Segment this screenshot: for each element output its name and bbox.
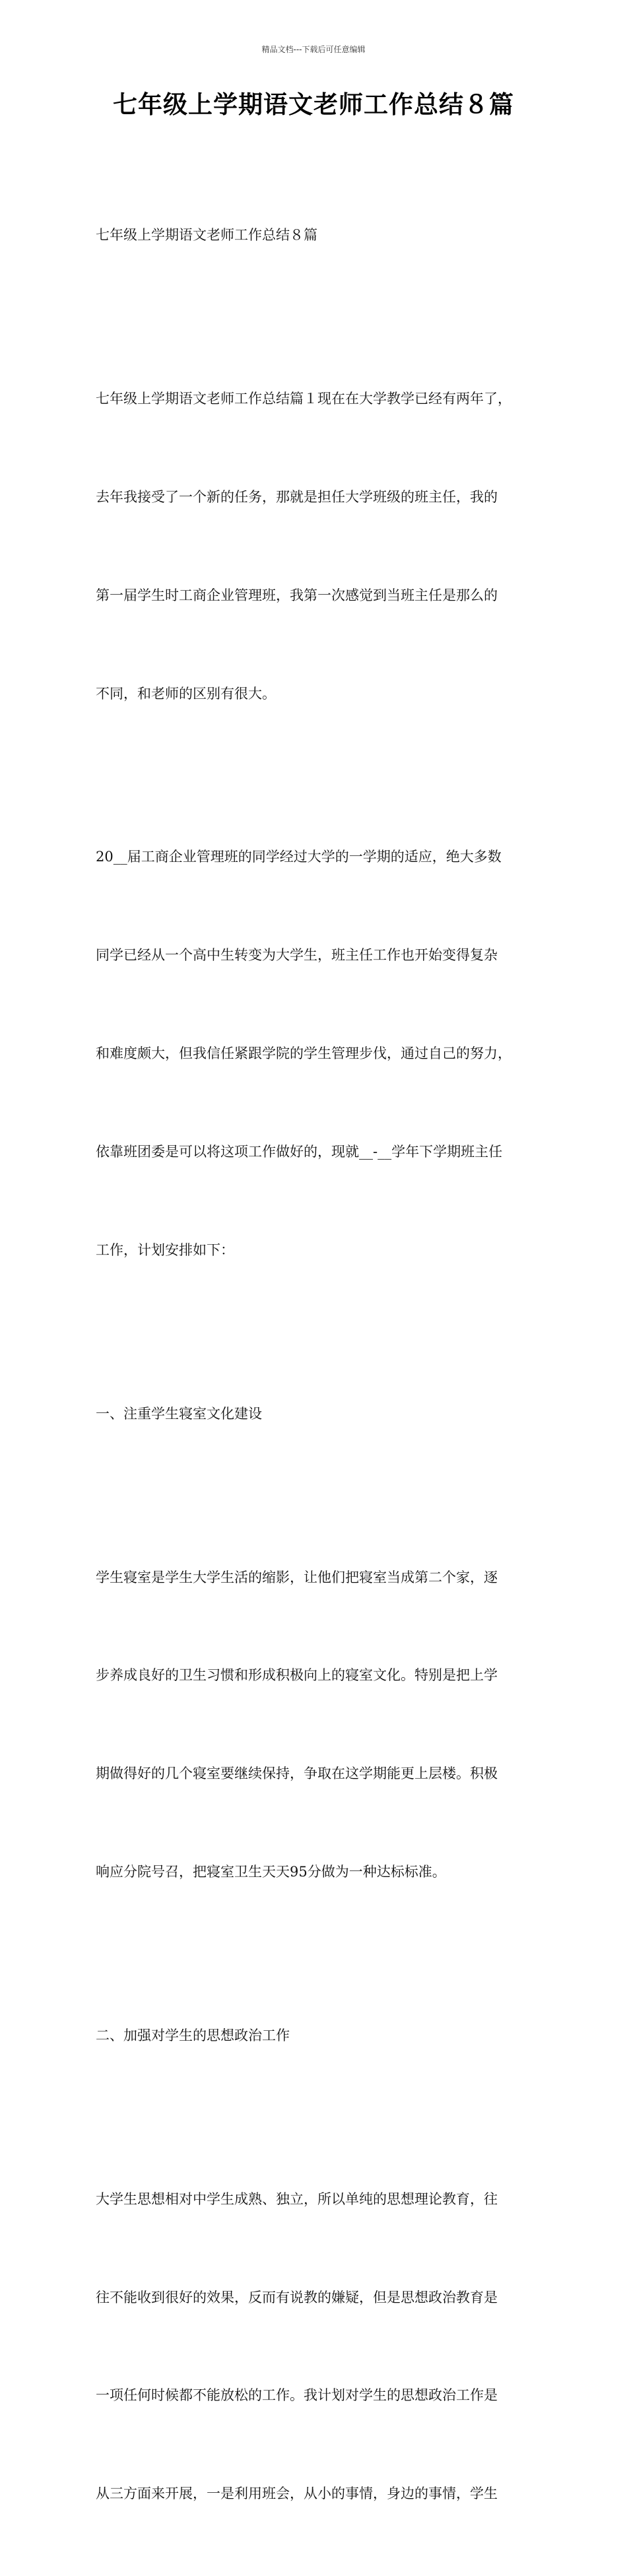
text-line: 期做得好的几个寝室要继续保持，争取在这学期能更上层楼。积极 xyxy=(96,1766,498,1782)
text-line: 从三方面来开展，一是利用班会，从小的事情，身边的事情，学生 xyxy=(96,2486,498,2502)
document-title: 七年级上学期语文老师工作总结８篇 xyxy=(113,90,514,119)
header-note: 精品文档---下载后可任意编辑 xyxy=(261,45,366,54)
text-line: 七年级上学期语文老师工作总结８篇 xyxy=(96,227,317,244)
text-line: 步养成良好的卫生习惯和形成积极向上的寝室文化。特别是把上学 xyxy=(96,1667,498,1684)
paragraph-subtitle xyxy=(96,154,544,317)
text-line: 依靠班团委是可以将这项工作做好的，现就__-__学年下学期班主任 xyxy=(96,1143,503,1160)
text-line: 和难度颇大，但我信任紧跟学院的学生管理步伐，通过自己的努力， xyxy=(96,1045,512,1062)
text-line: 响应分院号召，把寝室卫生天天95分做为一种达标标准。 xyxy=(96,1863,446,1880)
text-line: 学生寝室是学生大学生活的缩影，让他们把寝室当成第二个家，逐 xyxy=(96,1569,498,1585)
text-line: 同学已经从一个高中生转变为大学生，班主任工作也开始变得复杂 xyxy=(96,947,498,964)
text-line: 二、加强对学生的思想政治工作 xyxy=(96,2027,290,2043)
section-heading-political-work xyxy=(96,1954,544,2118)
paragraph-dormitory xyxy=(96,1496,544,1954)
text-line: 七年级上学期语文老师工作总结篇１现在在大学教学已经有两年了， xyxy=(96,391,512,407)
paragraph-intro xyxy=(96,317,544,776)
text-line: 一项任何时候都不能放松的工作。我计划对学生的思想政治工作是 xyxy=(96,2387,498,2404)
text-line: 20__届工商企业管理班的同学经过大学的一学期的适应，绝大多数 xyxy=(96,849,502,865)
paragraph-political-work xyxy=(96,2118,544,2576)
text-line: 去年我接受了一个新的任务，那就是担任大学班级的班主任，我的 xyxy=(96,488,498,505)
text-line: 不同，和老师的区别有很大。 xyxy=(96,685,276,702)
section-heading-dormitory xyxy=(96,1332,544,1496)
text-line: 工作，计划安排如下： xyxy=(96,1241,234,1258)
paragraph-class-background xyxy=(96,776,544,1332)
text-line: 大学生思想相对中学生成熟、独立，所以单纯的思想理论教育，往 xyxy=(96,2191,498,2207)
text-line: 一、注重学生寝室文化建设 xyxy=(96,1405,262,1422)
text-line: 第一届学生时工商企业管理班，我第一次感觉到当班主任是那么的 xyxy=(96,587,498,603)
document-body xyxy=(96,154,544,2576)
text-line: 往不能收到很好的效果，反而有说教的嫌疑，但是思想政治教育是 xyxy=(96,2289,498,2305)
